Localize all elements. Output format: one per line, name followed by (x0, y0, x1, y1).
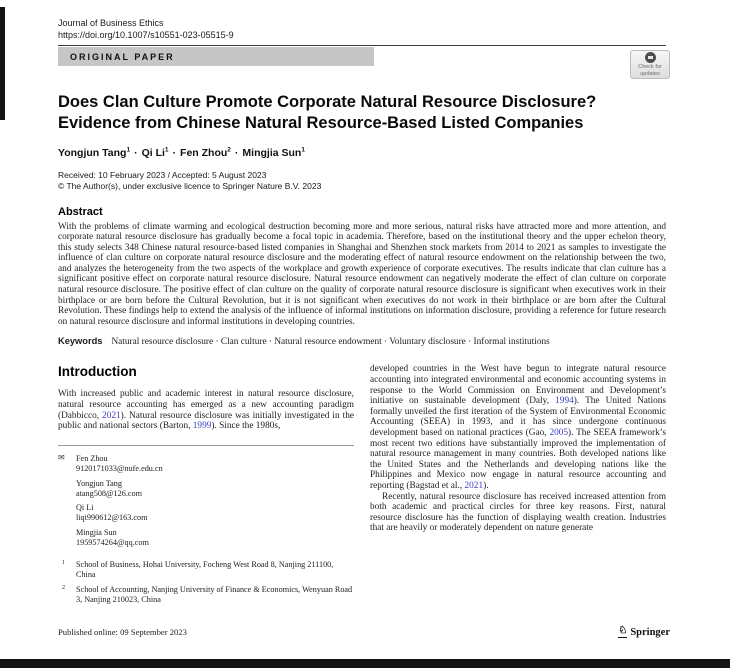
page-edge-artifact-bottom (0, 659, 730, 668)
author-contact (58, 528, 354, 548)
author-contact (58, 479, 354, 499)
author: Mingjia Sun$^1$ (242, 146, 305, 160)
corresponding-author-email[interactable]: 9120171033@nufe.edu.cn (76, 463, 163, 473)
introduction-heading: Introduction (58, 364, 137, 380)
author-affiliation-sup: 1 (126, 146, 131, 154)
envelope-icon: ✉ (58, 452, 65, 462)
title-line-1: Does Clan Culture Promote Corporate Natural Resource Disclosure? (58, 93, 597, 111)
check-for-updates-badge[interactable] (630, 50, 670, 79)
author-contact-name: Qi Li (76, 503, 94, 513)
check-for-updates-label: Check for updates (638, 63, 662, 77)
author-separator: · (134, 147, 138, 160)
header-rule (58, 45, 666, 46)
author-affiliation-sup: 1 (164, 146, 169, 154)
page-edge-artifact-left (0, 7, 5, 120)
corresponding-author-name: Fen Zhou (76, 453, 108, 463)
body-paragraph: Recently, natural resource disclosure has received increased attention from both academic and practical circles for three key reasons. First, natural resource disclosure has the function of displaying wealth creation. Industries that are heavily or moderately dependent on nature generate (370, 491, 666, 534)
keywords-line (58, 336, 666, 348)
body-paragraph: developed countries in the West have begun to integrate natural resource accounting into integrated environmental and economic accounting systems in response to the World Commission on Environment and Development’s initiative on sustainable development (Daly, 1994). The United Nations formally unveiled the first iteration of the System of Environmental Economic Accounting (SEEA) in 1993, and it has since undergone continuous development based on national practices (Gao, 2005). The SEEA framework’s most recent two editions have substantially improved the implementation of natural resource management in many countries. Both developed nations like the United States and the Netherlands and developing nations like the Philippines and Mexico now engage in natural resource accounting and reporting (Bagstad et al., 2021). (370, 364, 667, 491)
affiliation-text: School of Accounting, Nanjing University of Finance & Economics, Wenyuan Road 3, Nanjing 210023, China (76, 584, 353, 604)
author-affiliation-sup: 2 (227, 146, 231, 154)
copyright-line: © The Author(s), under exclusive licence to Springer Nature B.V. 2023 (58, 181, 322, 192)
title-line-2: Evidence from Chinese Natural Resource-Based Listed Companies (58, 113, 584, 132)
affiliation-text: School of Business, Hohai University, Focheng West Road 8, Nanjing 211100, China (76, 560, 334, 579)
citation-link[interactable]: 1999 (192, 421, 212, 432)
page-title (58, 92, 666, 134)
abstract-text: With the problems of climate warming and ecological destruction becoming more and more serious, natural risks have attracted more and more attention, and corporate natural resource disclosure has gradually become a focal topic in academia. Therefore, based on the institutional theory and the upper echelon theory, this study selects 348 Chinese natural resource-based listed companies in Shanghai and Shenzhen stock markets from 2014 to 2021 as samples to investigate the influence of clan culture on corporate natural resource disclosure and the moderating effect of natural resource endowment on the relationship between the two, and analyzes the heterogeneity from the two aspects of the workplace and growth experience of corporate executives. The results indicate that clan culture has a significant positive effect on corporate natural resource disclosure. Natural resource endowment can negatively moderate the effect of clan culture on corporate natural resource disclosure. The positive effect of clan culture on the quality of corporate natural resource disclosure is significant when executives work in their birthplace or are born before the Cultural Revolution, but it is not significant when executives do not work in their birthplace or are born after the Cultural Revolution. These findings help to extend the analysis of the influence of informal institutions on information disclosure, providing a reference for future research on natural resource disclosure and informal institutions in developing countries. (58, 221, 666, 327)
published-online: Published online: 09 September 2023 (58, 627, 187, 637)
left-column (58, 364, 354, 609)
author-separator: · (234, 147, 239, 160)
doi-link[interactable]: https://doi.org/10.1007/s10551-023-05515-9 (58, 30, 234, 40)
page-footer (58, 626, 670, 638)
article-type-label: ORIGINAL PAPER (70, 51, 175, 62)
springer-logo (618, 626, 670, 638)
two-column-body (58, 364, 666, 609)
correspondence-block (58, 454, 354, 548)
affiliation (58, 585, 354, 605)
corresponding-author (58, 454, 354, 474)
citation-link[interactable]: 2021 (102, 410, 121, 421)
author: Fen Zhou$^2$ (180, 146, 231, 160)
author-separator: · (172, 147, 177, 160)
article-type-row (58, 47, 666, 77)
author-contact (58, 503, 354, 523)
article-type-banner (58, 47, 374, 66)
author-contact-email[interactable]: 1959574264@qq.com (76, 538, 149, 548)
journal-name: Journal of Business Ethics (58, 18, 164, 28)
citation-link[interactable]: 2005 (549, 428, 569, 438)
introduction-paragraph: With increased public and academic interest in natural resource disclosure, natural resource accounting has emerged as a new accounting paradigm (Dabbicco, 2021). Natural resource disclosure was initially investigated in the public and national sectors (Barton, 1999). Since the 1980s, (58, 389, 354, 432)
author-contact-name: Mingjia Sun (76, 528, 117, 538)
page-content (58, 18, 666, 610)
article-dates (58, 170, 666, 192)
author-list (58, 147, 666, 160)
author: Qi Li$^1$ (141, 146, 169, 160)
footnote-divider (58, 445, 354, 446)
keywords-text: Natural resource disclosure · Clan culture · Natural resource endowment · Voluntary disclosure · Informal institutions (111, 337, 550, 348)
affiliation-number: 1 (62, 560, 65, 567)
affiliation-number: 2 (62, 584, 65, 591)
springer-horse-icon: ♘ (618, 625, 628, 636)
keywords-label: Keywords (58, 336, 103, 347)
citation-link[interactable]: 1994 (555, 396, 574, 407)
right-column (370, 364, 666, 609)
springer-logo-text: Springer (630, 626, 670, 638)
affiliations-block (58, 560, 354, 605)
author-affiliation-sup: 1 (301, 146, 305, 154)
check-for-updates-icon (645, 52, 656, 63)
author-contact-email[interactable]: atang508@126.com (76, 488, 142, 498)
affiliation (58, 560, 354, 580)
author-contact-name: Yongjun Tang (76, 478, 122, 488)
author-contact-email[interactable]: liqi990612@163.com (76, 513, 148, 523)
received-accepted-line: Received: 10 February 2023 / Accepted: 5 August 2023 (58, 170, 267, 181)
abstract-heading: Abstract (58, 205, 103, 218)
author: Yongjun Tang$^1$ (58, 146, 131, 160)
citation-link[interactable]: 2021 (464, 480, 484, 491)
